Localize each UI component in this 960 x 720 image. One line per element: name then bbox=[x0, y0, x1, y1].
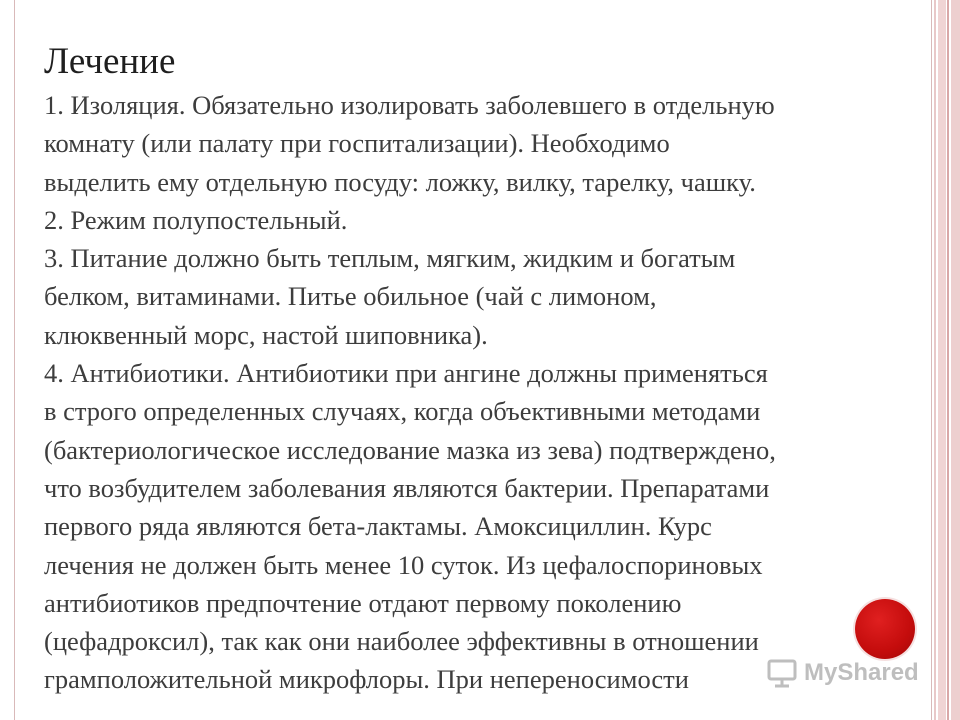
body-line: 2. Режим полупостельный. bbox=[44, 204, 348, 235]
body-line: антибиотиков предпочтение отдают первому поколению bbox=[44, 587, 682, 618]
body-line: первого ряда являются бета-лактамы. Амоксициллин. Курс bbox=[44, 511, 712, 542]
myshared-watermark[interactable] bbox=[766, 655, 926, 691]
watermark-text: MyShared bbox=[804, 659, 919, 686]
stripe bbox=[934, 0, 936, 720]
presentation-icon bbox=[766, 658, 800, 688]
body-line: в строго определенных случаях, когда объективными методами bbox=[44, 396, 761, 427]
body-line: (бактериологическое исследование мазка из зева) подтверждено, bbox=[44, 434, 776, 465]
body-line: выделить ему отдельную посуду: ложку, вилку, тарелку, чашку. bbox=[44, 166, 756, 197]
body-line: 1. Изоляция. Обязательно изолировать заболевшего в отдельную bbox=[44, 90, 775, 120]
body-line: 3. Питание должно быть теплым, мягким, жидким и богатым bbox=[44, 243, 736, 274]
stripe bbox=[947, 0, 949, 720]
slide-title: Лечение bbox=[44, 41, 176, 82]
body-line: лечения не должен быть менее 10 суток. Из цефалоспориновых bbox=[44, 549, 763, 580]
slide-body bbox=[44, 86, 934, 699]
body-line: 4. Антибиотики. Антибиотики при ангине должны применяться bbox=[44, 358, 768, 389]
body-line: комнату (или палату при госпитализации). Необходимо bbox=[44, 128, 670, 159]
body-line: грамположительной микрофлоры. При непереносимости bbox=[44, 664, 689, 695]
body-line: что возбудителем заболевания являются бактерии. Препаратами bbox=[44, 472, 770, 503]
body-line: клюквенный морс, настой шиповника). bbox=[44, 319, 488, 350]
decorative-red-circle bbox=[855, 599, 915, 659]
stripe bbox=[938, 0, 946, 720]
decorative-stripes bbox=[934, 0, 960, 720]
body-line: белком, витаминами. Питье обильное (чай с лимоном, bbox=[44, 281, 657, 312]
stripe bbox=[951, 0, 960, 720]
body-line: (цефадроксил), так как они наиболее эффективны в отношении bbox=[44, 626, 759, 657]
